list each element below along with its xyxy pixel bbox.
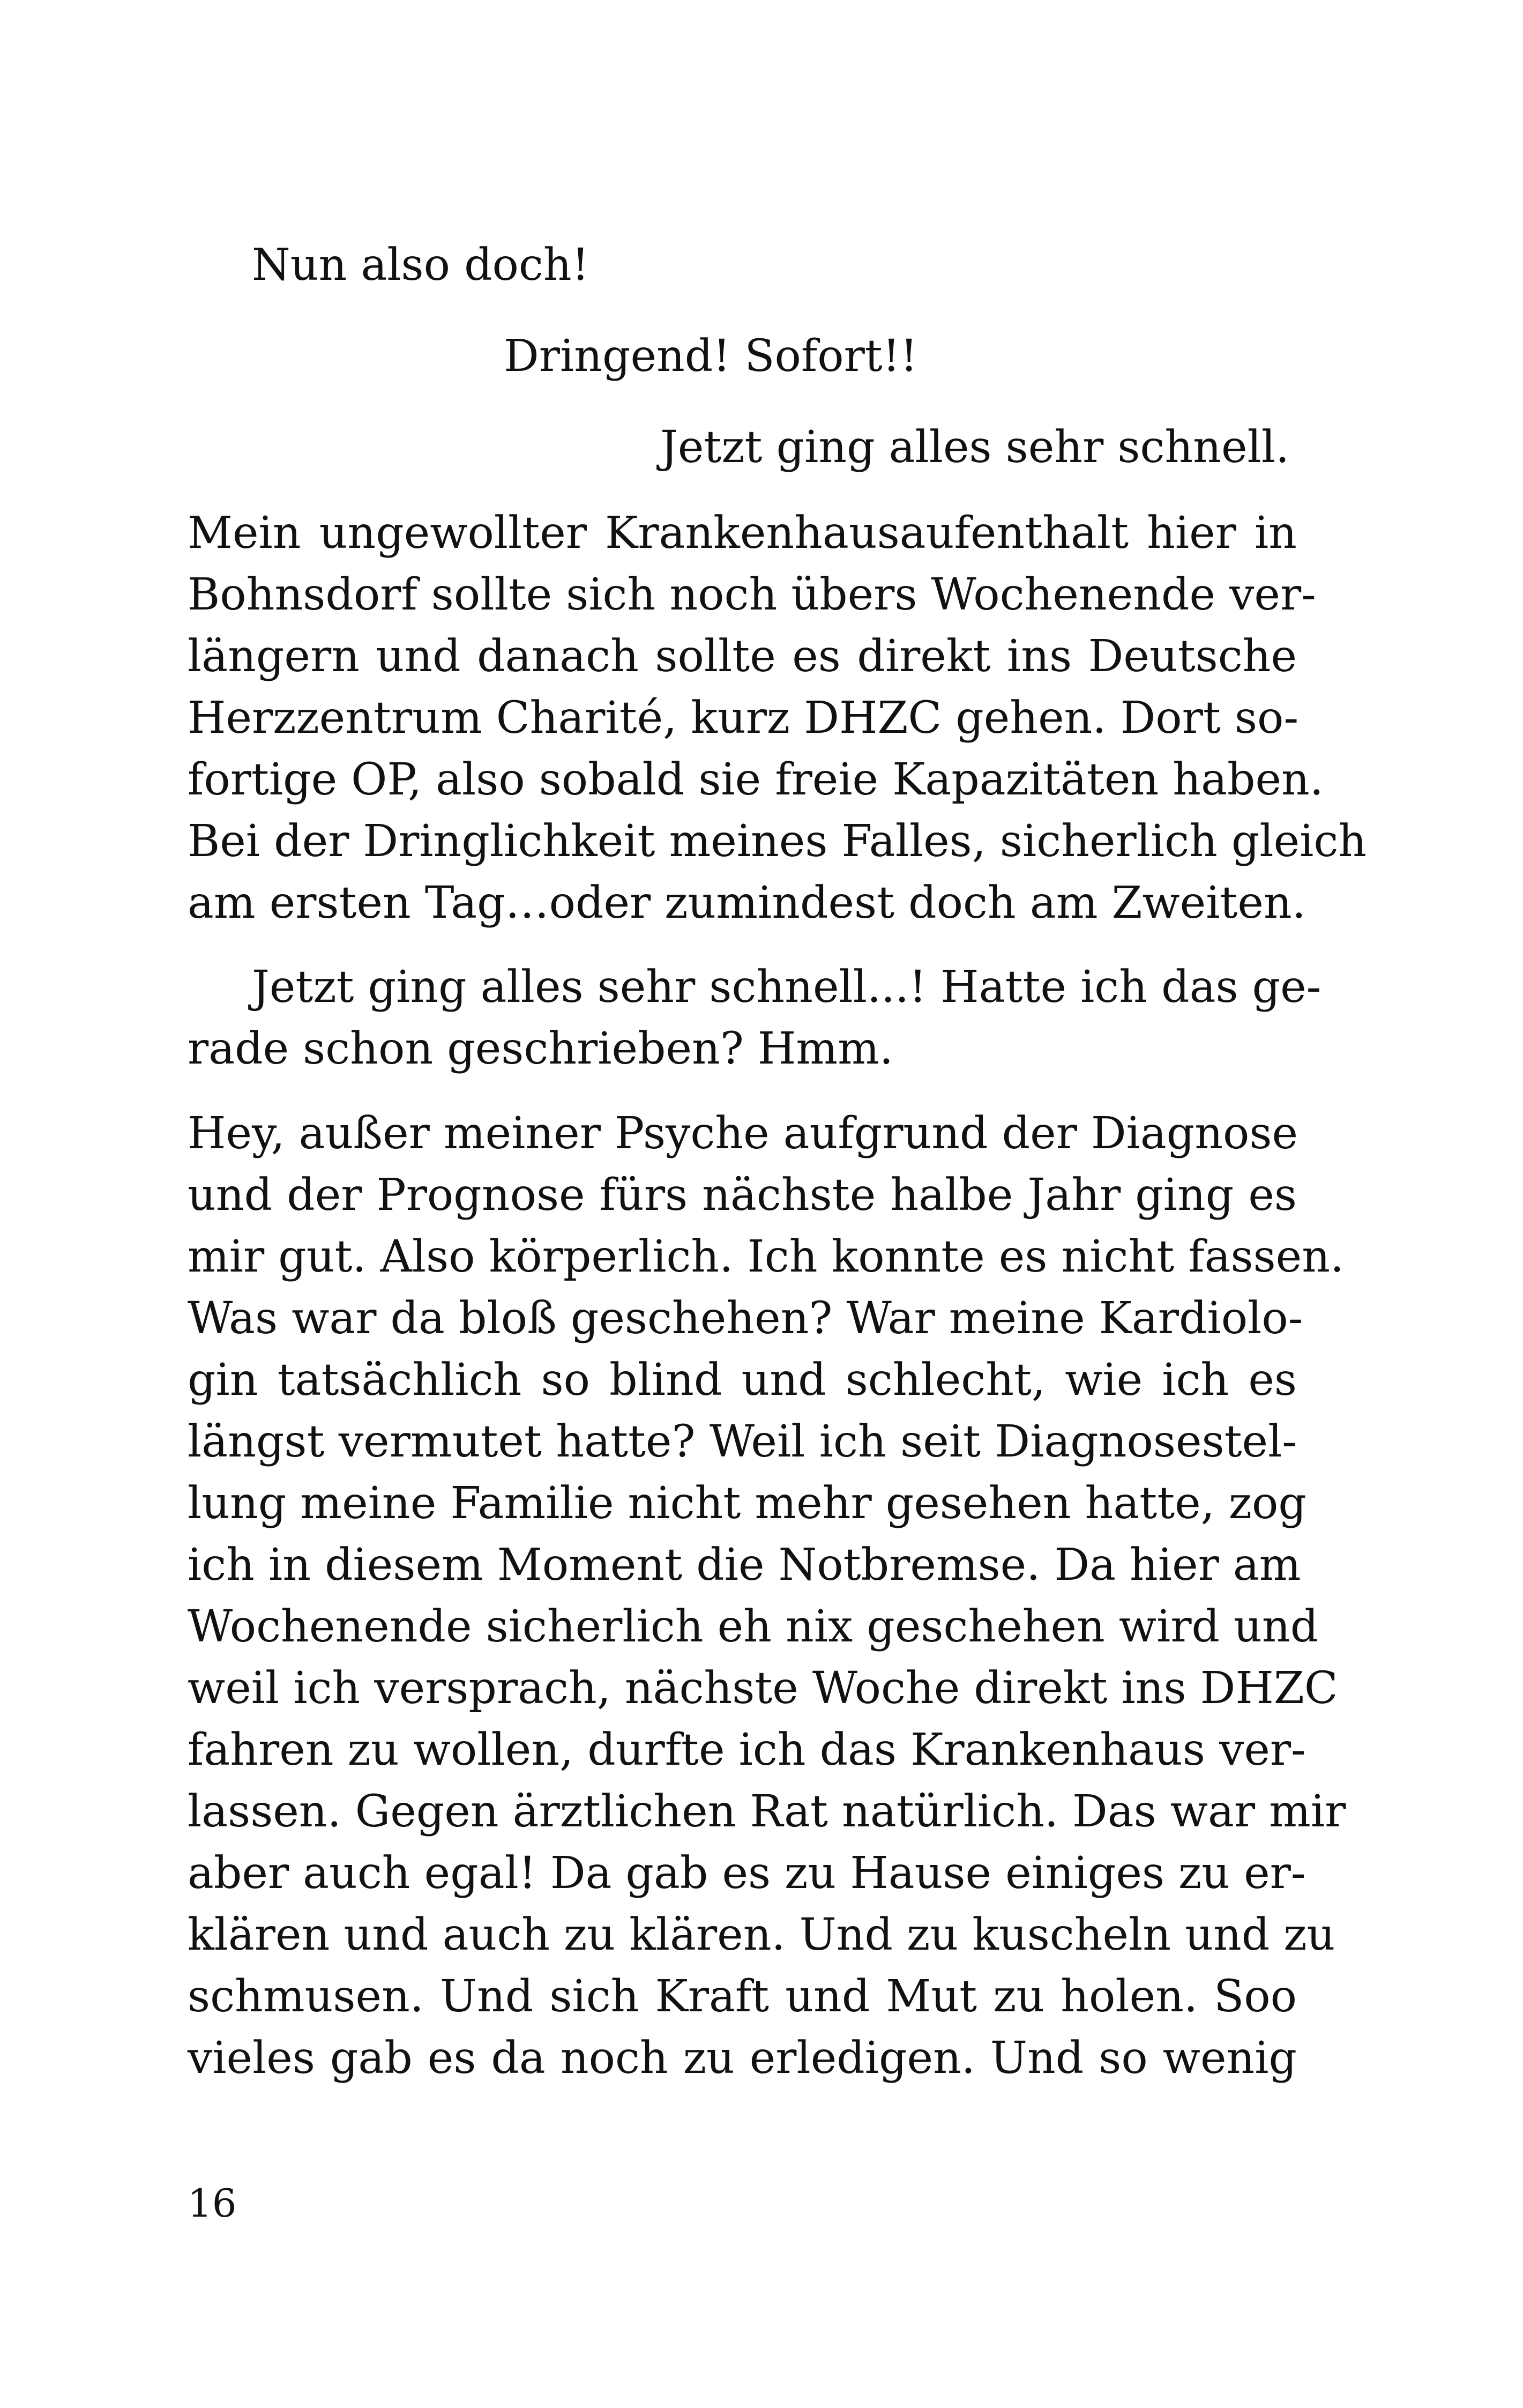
paragraph-3-line: Was war da bloß geschehen? War meine Kardiolo- <box>188 1293 1303 1344</box>
paragraph-1-line: Mein ungewollter Krankenhausaufenthalt hier in <box>188 508 1297 559</box>
paragraph-3-line: fahren zu wollen, durfte ich das Krankenhaus ver- <box>188 1725 1306 1775</box>
paragraph-3-line: weil ich versprach, nächste Woche direkt ins DHZC <box>188 1663 1338 1714</box>
paragraph-3-line: lung meine Familie nicht mehr gesehen hatte, zog <box>188 1478 1307 1529</box>
paragraph-3-line: aber auch egal! Da gab es zu Hause einiges zu er- <box>188 1848 1306 1899</box>
paragraph-2-line: rade schon geschrieben? Hmm. <box>188 1023 893 1074</box>
paragraph-1-line: Herzzentrum Charité, kurz DHZC gehen. Dort so- <box>188 693 1299 744</box>
paragraph-1-line: Bohnsdorf sollte sich noch übers Wochenende ver- <box>188 569 1316 620</box>
paragraph-3-line: und der Prognose fürs nächste halbe Jahr ging es <box>188 1170 1297 1221</box>
opening-line-2: Dringend! Sofort!! <box>504 331 918 382</box>
paragraph-3-line: längst vermutet hatte? Weil ich seit Diagnosestel- <box>188 1416 1297 1467</box>
paragraph-1-line: Bei der Dringlichkeit meines Falles, sicherlich gleich <box>188 816 1367 867</box>
paragraph-3-line: gin tatsächlich so blind und schlecht, wie ich es <box>188 1355 1297 1406</box>
paragraph-3-line: mir gut. Also körperlich. Ich konnte es nicht fassen. <box>188 1231 1345 1282</box>
paragraph-3-line: Wochenende sicherlich eh nix geschehen wird und <box>188 1601 1319 1652</box>
paragraph-3-line: Hey, außer meiner Psyche aufgrund der Diagnose <box>188 1108 1298 1159</box>
paragraph-1-line: fortige OP, also sobald sie freie Kapazitäten haben. <box>188 754 1324 805</box>
paragraph-2-line: Jetzt ging alles sehr schnell...! Hatte ich das ge- <box>252 962 1322 1013</box>
paragraph-3-line: ich in diesem Moment die Notbremse. Da hier am <box>188 1540 1301 1591</box>
opening-line-1: Nun also doch! <box>252 240 589 291</box>
paragraph-3-line: schmusen. Und sich Kraft und Mut zu holen. Soo <box>188 1971 1297 2022</box>
paragraph-1-line: längern und danach sollte es direkt ins Deutsche <box>188 631 1297 682</box>
paragraph-3-line: klären und auch zu klären. Und zu kuscheln und zu <box>188 1909 1335 1960</box>
paragraph-3-line: vieles gab es da noch zu erledigen. Und so wenig <box>188 2033 1297 2084</box>
paragraph-1-line: am ersten Tag…oder zumindest doch am Zweiten. <box>188 878 1306 928</box>
opening-line-3: Jetzt ging alles sehr schnell. <box>660 422 1290 473</box>
paragraph-3-line: lassen. Gegen ärztlichen Rat natürlich. Das war mir <box>188 1786 1346 1837</box>
page-number: 16 <box>188 2181 237 2226</box>
